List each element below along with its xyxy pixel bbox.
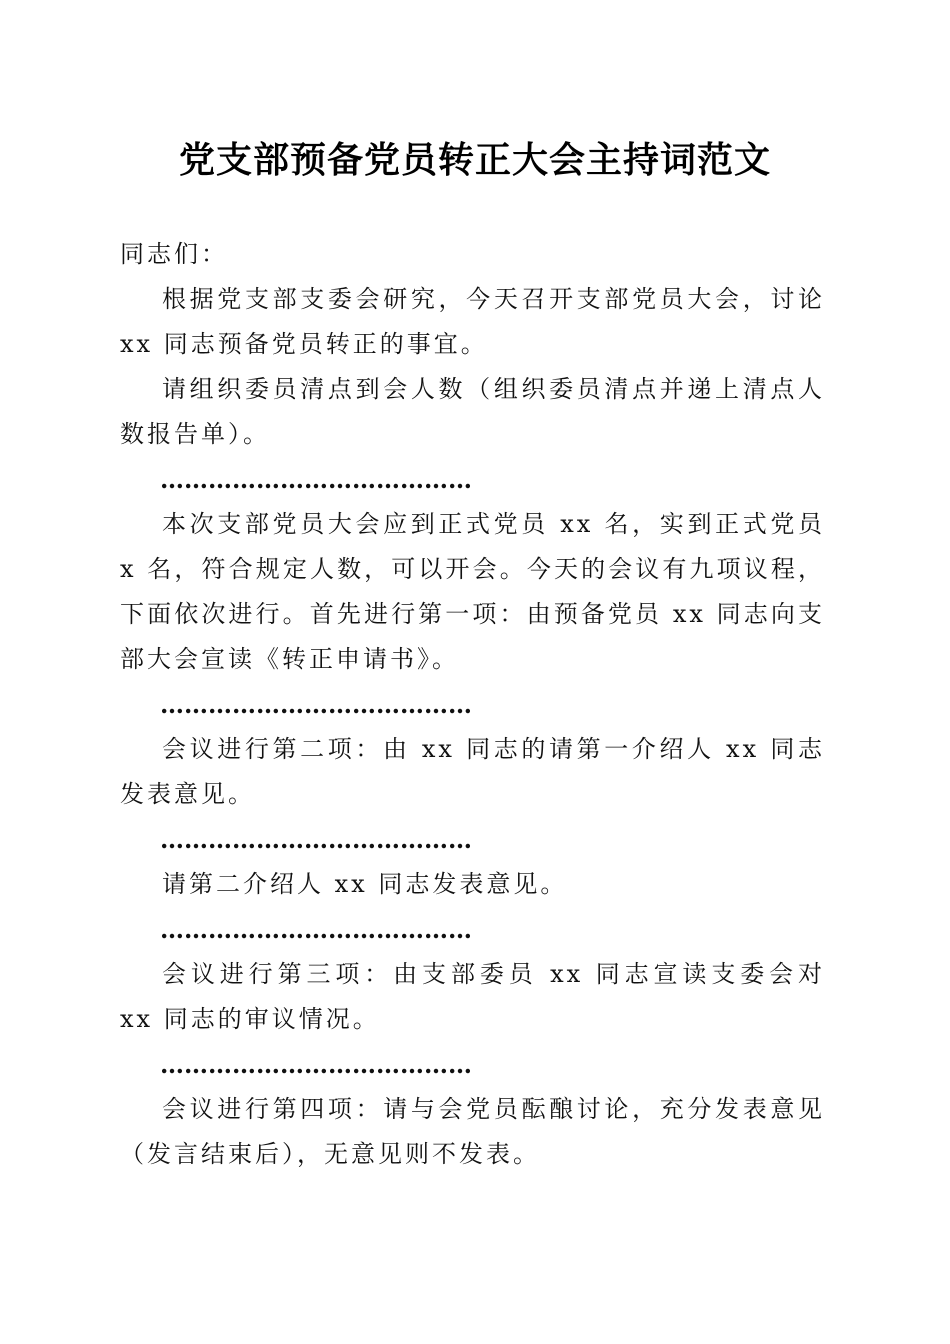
paragraph-agenda-item-4: 会议进行第四项：请与会党员酝酿讨论，充分发表意见（发言结束后），无意见则不发表。 bbox=[120, 1095, 825, 1168]
ellipsis-divider: ………………………………… bbox=[160, 915, 472, 944]
paragraph-agenda-item-1: 本次支部党员大会应到正式党员 xx 名，实到正式党员 x 名，符合规定人数，可以开会。今天的会议有九项议程，下面依次进行。首先进行第一项：由预备党员 xx 同志向支部大会宣读《转正申请书》。 bbox=[120, 510, 825, 673]
paragraph-agenda-item-3: 会议进行第三项：由支部委员 xx 同志宣读支委会对 xx 同志的审议情况。 bbox=[120, 960, 825, 1033]
ellipsis-divider: ………………………………… bbox=[160, 1050, 472, 1079]
paragraph-intro: 根据党支部支委会研究，今天召开支部党员大会，讨论 xx 同志预备党员转正的事宜。 bbox=[120, 285, 825, 358]
paragraph-headcount: 请组织委员清点到会人数（组织委员清点并递上清点人数报告单）。 bbox=[120, 375, 825, 448]
ellipsis-divider: ………………………………… bbox=[160, 825, 472, 854]
document-body bbox=[120, 232, 825, 1177]
paragraph-agenda-item-2: 会议进行第二项：由 xx 同志的请第一介绍人 xx 同志发表意见。 bbox=[120, 735, 825, 808]
paragraph-second-introducer: 请第二介绍人 xx 同志发表意见。 bbox=[162, 870, 568, 898]
salutation: 同志们： bbox=[120, 240, 228, 268]
document-title: 党支部预备党员转正大会主持词范文 bbox=[178, 139, 771, 181]
ellipsis-divider: ………………………………… bbox=[160, 690, 472, 719]
ellipsis-divider: ………………………………… bbox=[160, 465, 472, 494]
